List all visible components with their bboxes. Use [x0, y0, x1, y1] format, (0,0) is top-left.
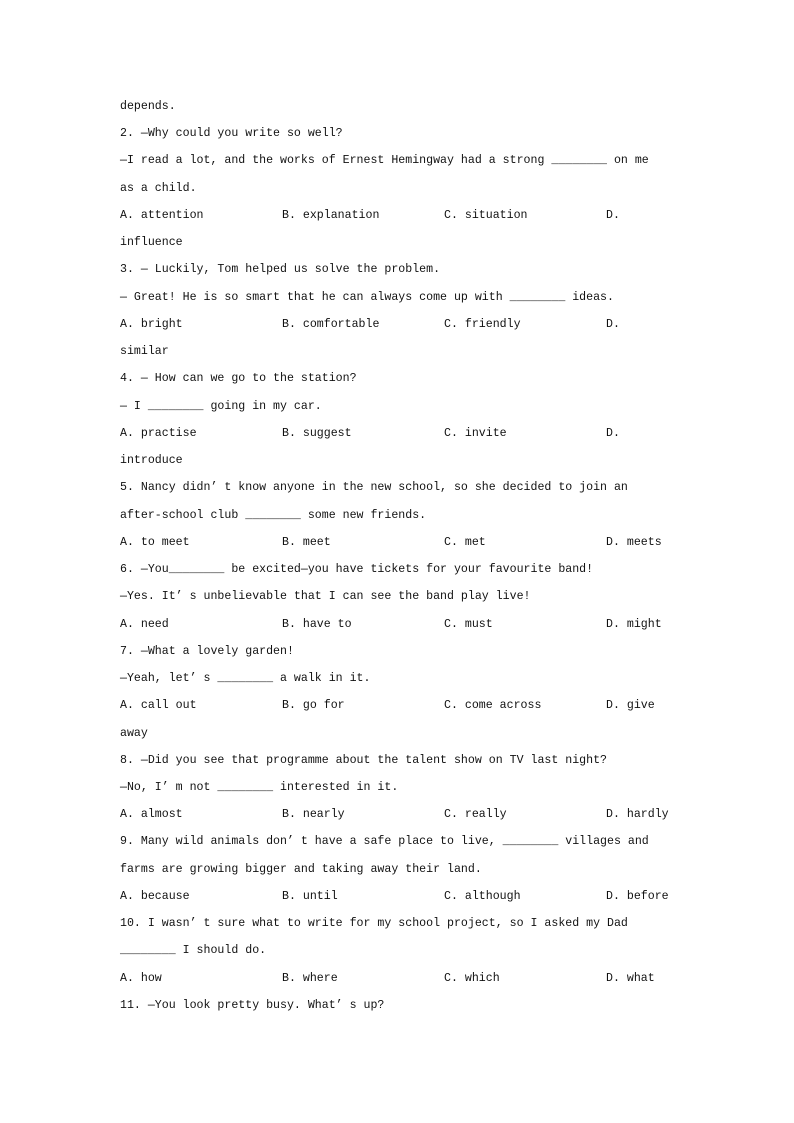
text-line: —I read a lot, and the works of Ernest Hemingway had a strong ________ on me	[120, 154, 649, 168]
text-line: —Yes. It’ s unbelievable that I can see the band play live!	[120, 590, 531, 604]
text-line: 7. —What a lovely garden!	[120, 644, 294, 658]
answer-options	[120, 535, 680, 551]
answer-option: A. practise	[120, 426, 197, 440]
text-line: 10. I wasn’ t sure what to write for my school project, so I asked my Dad	[120, 917, 628, 931]
answer-option: A. because	[120, 889, 190, 903]
answer-option: D. meets	[606, 535, 662, 549]
answer-option: D. what	[606, 971, 655, 985]
text-line: depends.	[120, 100, 176, 113]
answer-option: A. attention	[120, 208, 204, 222]
text-line: similar	[120, 345, 169, 359]
answer-option: C. which	[444, 971, 500, 985]
text-line: influence	[120, 236, 183, 250]
answer-option: C. situation	[444, 208, 528, 222]
text-line: 6. —You________ be excited—you have tickets for your favourite band!	[120, 563, 594, 577]
text-line: farms are growing bigger and taking away their land.	[120, 862, 482, 876]
answer-option: C. although	[444, 889, 521, 903]
answer-option: D. before	[606, 889, 669, 903]
answer-option: C. friendly	[444, 317, 521, 331]
answer-options	[120, 317, 680, 333]
text-line: 9. Many wild animals don’ t have a safe place to live, ________ villages and	[120, 835, 649, 849]
text-line: 2. —Why could you write so well?	[120, 127, 343, 141]
answer-option: D. might	[606, 617, 662, 631]
answer-options	[120, 971, 680, 987]
answer-option: B. meet	[282, 535, 331, 549]
text-line: —No, I’ m not ________ interested in it.	[120, 781, 399, 794]
answer-option: C. met	[444, 535, 486, 549]
answer-option: D. give	[606, 699, 655, 713]
answer-option: C. come across	[444, 699, 542, 713]
answer-option: A. bright	[120, 317, 183, 331]
answer-options	[120, 617, 680, 633]
answer-option: A. almost	[120, 808, 183, 822]
text-line: — Great! He is so smart that he can always come up with ________ ideas.	[120, 290, 614, 304]
answer-option: B. comfortable	[282, 317, 380, 331]
answer-option: B. have to	[282, 617, 352, 631]
text-line: away	[120, 726, 148, 740]
answer-option: A. to meet	[120, 535, 190, 549]
text-line: as a child.	[120, 181, 197, 195]
text-line: introduce	[120, 454, 183, 468]
text-line: 3. — Luckily, Tom helped us solve the problem.	[120, 263, 441, 277]
answer-option: D.	[606, 208, 620, 222]
answer-options	[120, 889, 680, 905]
answer-options	[120, 208, 680, 224]
text-line: ________ I should do.	[120, 944, 267, 958]
answer-option: C. really	[444, 808, 507, 822]
answer-option: C. invite	[444, 426, 507, 440]
answer-option: B. go for	[282, 699, 345, 713]
answer-options	[120, 698, 680, 714]
answer-option: C. must	[444, 617, 493, 631]
answer-option: B. explanation	[282, 208, 380, 222]
text-line: 4. — How can we go to the station?	[120, 372, 357, 386]
text-line: 11. —You look pretty busy. What’ s up?	[120, 998, 385, 1012]
answer-option: D. hardly	[606, 808, 669, 822]
text-line: after-school club ________ some new friends.	[120, 508, 427, 522]
answer-option: A. how	[120, 971, 162, 985]
answer-option: D.	[606, 317, 620, 331]
answer-option: B. nearly	[282, 808, 345, 822]
answer-option: A. need	[120, 617, 169, 631]
text-line: 5. Nancy didn’ t know anyone in the new school, so she decided to join an	[120, 481, 628, 495]
answer-options	[120, 426, 680, 442]
text-line: —Yeah, let’ s ________ a walk in it.	[120, 672, 371, 686]
answer-options	[120, 807, 680, 823]
answer-option: B. suggest	[282, 426, 352, 440]
answer-option: A. call out	[120, 699, 197, 713]
text-line: — I ________ going in my car.	[120, 399, 322, 413]
text-line: 8. —Did you see that programme about the talent show on TV last night?	[120, 753, 608, 767]
answer-option: D.	[606, 426, 620, 440]
answer-option: B. until	[282, 889, 338, 903]
answer-option: B. where	[282, 971, 338, 985]
